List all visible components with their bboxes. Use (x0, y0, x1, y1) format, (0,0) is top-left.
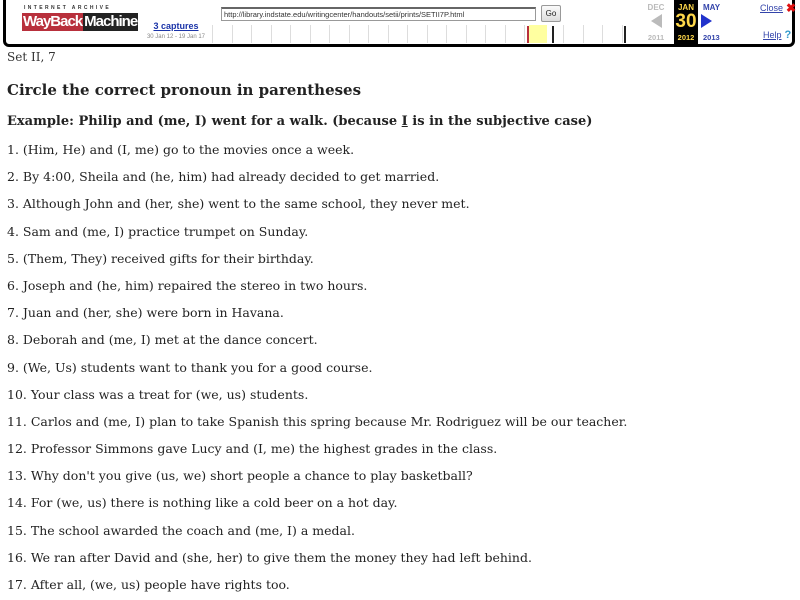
current-capture (674, 0, 698, 44)
exercise-item: 17. After all, (we, us) people have rights too. (7, 577, 290, 592)
captures-link[interactable]: 3 captures (153, 21, 199, 31)
wayback-toolbar (3, 0, 795, 47)
prev-arrow-icon[interactable] (651, 14, 662, 28)
exercise-item: 4. Sam and (me, I) practice trumpet on Sunday. (7, 223, 309, 239)
wayback-logo[interactable] (22, 5, 138, 35)
example-sentence (7, 114, 797, 130)
timeline-year-tick (388, 25, 389, 43)
prev-month: DEC (647, 3, 665, 12)
timeline-year-tick (524, 25, 525, 43)
set-identifier: Set II, 7 (7, 50, 56, 64)
exercise-item: 10. Your class was a treat for (we, us) students. (7, 386, 309, 402)
exercise-item: 1. (Him, He) and (I, me) go to the movies once a week. (7, 142, 355, 157)
captures-summary (136, 21, 216, 40)
exercise-item: 13. Why don't you give (us, we) short people a chance to play basketball? (7, 468, 473, 484)
document-content (7, 50, 797, 600)
prev-year[interactable]: 2011 (647, 33, 665, 42)
exercise-list (7, 142, 797, 600)
close-link[interactable]: Close (760, 3, 784, 13)
exercise-item: 6. Joseph and (he, him) repaired the stereo in two hours. (7, 277, 368, 293)
example-text-before: Example: Philip and (me, I) went for a walk. (because (7, 114, 402, 129)
timeline-year-tick (290, 25, 291, 43)
timeline-year-tick (427, 25, 428, 43)
help-link[interactable]: Help (763, 30, 782, 40)
exercise-item: 7. Juan and (her, she) were born in Havana. (7, 305, 284, 321)
next-capture[interactable] (701, 0, 741, 42)
calendar-navigator (639, 0, 797, 44)
help-icon[interactable]: ? (784, 29, 792, 41)
next-year[interactable]: 2013 (703, 33, 720, 42)
timeline-year-tick (368, 25, 369, 43)
exercise-item: 15. The school awarded the coach and (me, I) a medal. (7, 522, 355, 538)
timeline-year-tick (485, 25, 486, 43)
timeline-year-tick (583, 25, 584, 43)
exercise-item: 9. (We, Us) students want to thank you for a good course. (7, 359, 373, 375)
timeline-year-tick (466, 25, 467, 43)
close-icon[interactable]: ✖ (786, 1, 797, 15)
url-input[interactable]: http://library.indstate.edu/writingcenter/handouts/setii/prints/SETII7P.html (221, 7, 536, 21)
timeline-year-tick (212, 25, 213, 43)
capture-timeline[interactable] (212, 23, 636, 44)
current-day: 30 (675, 11, 697, 32)
timeline-year-tick (251, 25, 252, 43)
timeline-year-tick (329, 25, 330, 43)
next-arrow-icon[interactable] (701, 14, 712, 28)
timeline-year-tick (349, 25, 350, 43)
help-control[interactable] (763, 29, 791, 41)
timeline-year-tick (446, 25, 447, 43)
page-title: Circle the correct pronoun in parentheses (7, 81, 362, 99)
timeline-year-tick (622, 25, 623, 43)
captures-date-range: 30 Jan 12 - 19 Jan 17 (146, 34, 206, 40)
logo-wordmark (22, 13, 138, 31)
current-month: JAN (677, 3, 694, 12)
logo-internet-archive-text: INTERNET ARCHIVE (24, 5, 112, 11)
timeline-year-tick (310, 25, 311, 43)
timeline-year-tick (232, 25, 233, 43)
example-underlined-word: I (401, 114, 408, 129)
timeline-current-year-highlight (529, 25, 547, 43)
exercise-item: 16. We ran after David and (she, her) to give them the money they had left behind. (7, 549, 532, 565)
timeline-year-tick (563, 25, 564, 43)
logo-way-text: WayBack (23, 13, 83, 30)
go-button[interactable]: Go (541, 5, 561, 22)
exercise-item: 8. Deborah and (me, I) met at the dance concert. (7, 332, 318, 348)
timeline-capture-marker[interactable] (552, 26, 554, 43)
exercise-item: 11. Carlos and (me, I) plan to take Spanish this spring because Mr. Rodriguez will be our teacher. (7, 413, 628, 429)
exercise-item: 14. For (we, us) there is nothing like a cold beer on a hot day. (7, 495, 398, 511)
exercise-item: 2. By 4:00, Sheila and (he, him) had already decided to get married. (7, 169, 440, 185)
url-form (221, 5, 561, 22)
timeline-year-tick (271, 25, 272, 43)
exercise-item: 5. (Them, They) received gifts for their birthday. (7, 250, 314, 266)
prev-capture[interactable] (643, 0, 669, 42)
example-text-after: is in the subjective case) (407, 114, 593, 129)
timeline-current-capture-marker[interactable] (527, 26, 529, 43)
logo-machine-text: Machine (84, 13, 138, 30)
exercise-item: 12. Professor Simmons gave Lucy and (I, me) the highest grades in the class. (7, 441, 498, 457)
close-control[interactable] (760, 3, 796, 13)
current-year: 2012 (677, 33, 695, 42)
timeline-year-tick (505, 25, 506, 43)
next-month: MAY (703, 3, 721, 12)
exercise-item: 3. Although John and (her, she) went to the same school, they never met. (7, 196, 470, 212)
timeline-year-tick (602, 25, 603, 43)
timeline-capture-marker[interactable] (624, 26, 626, 43)
timeline-year-tick (407, 25, 408, 43)
